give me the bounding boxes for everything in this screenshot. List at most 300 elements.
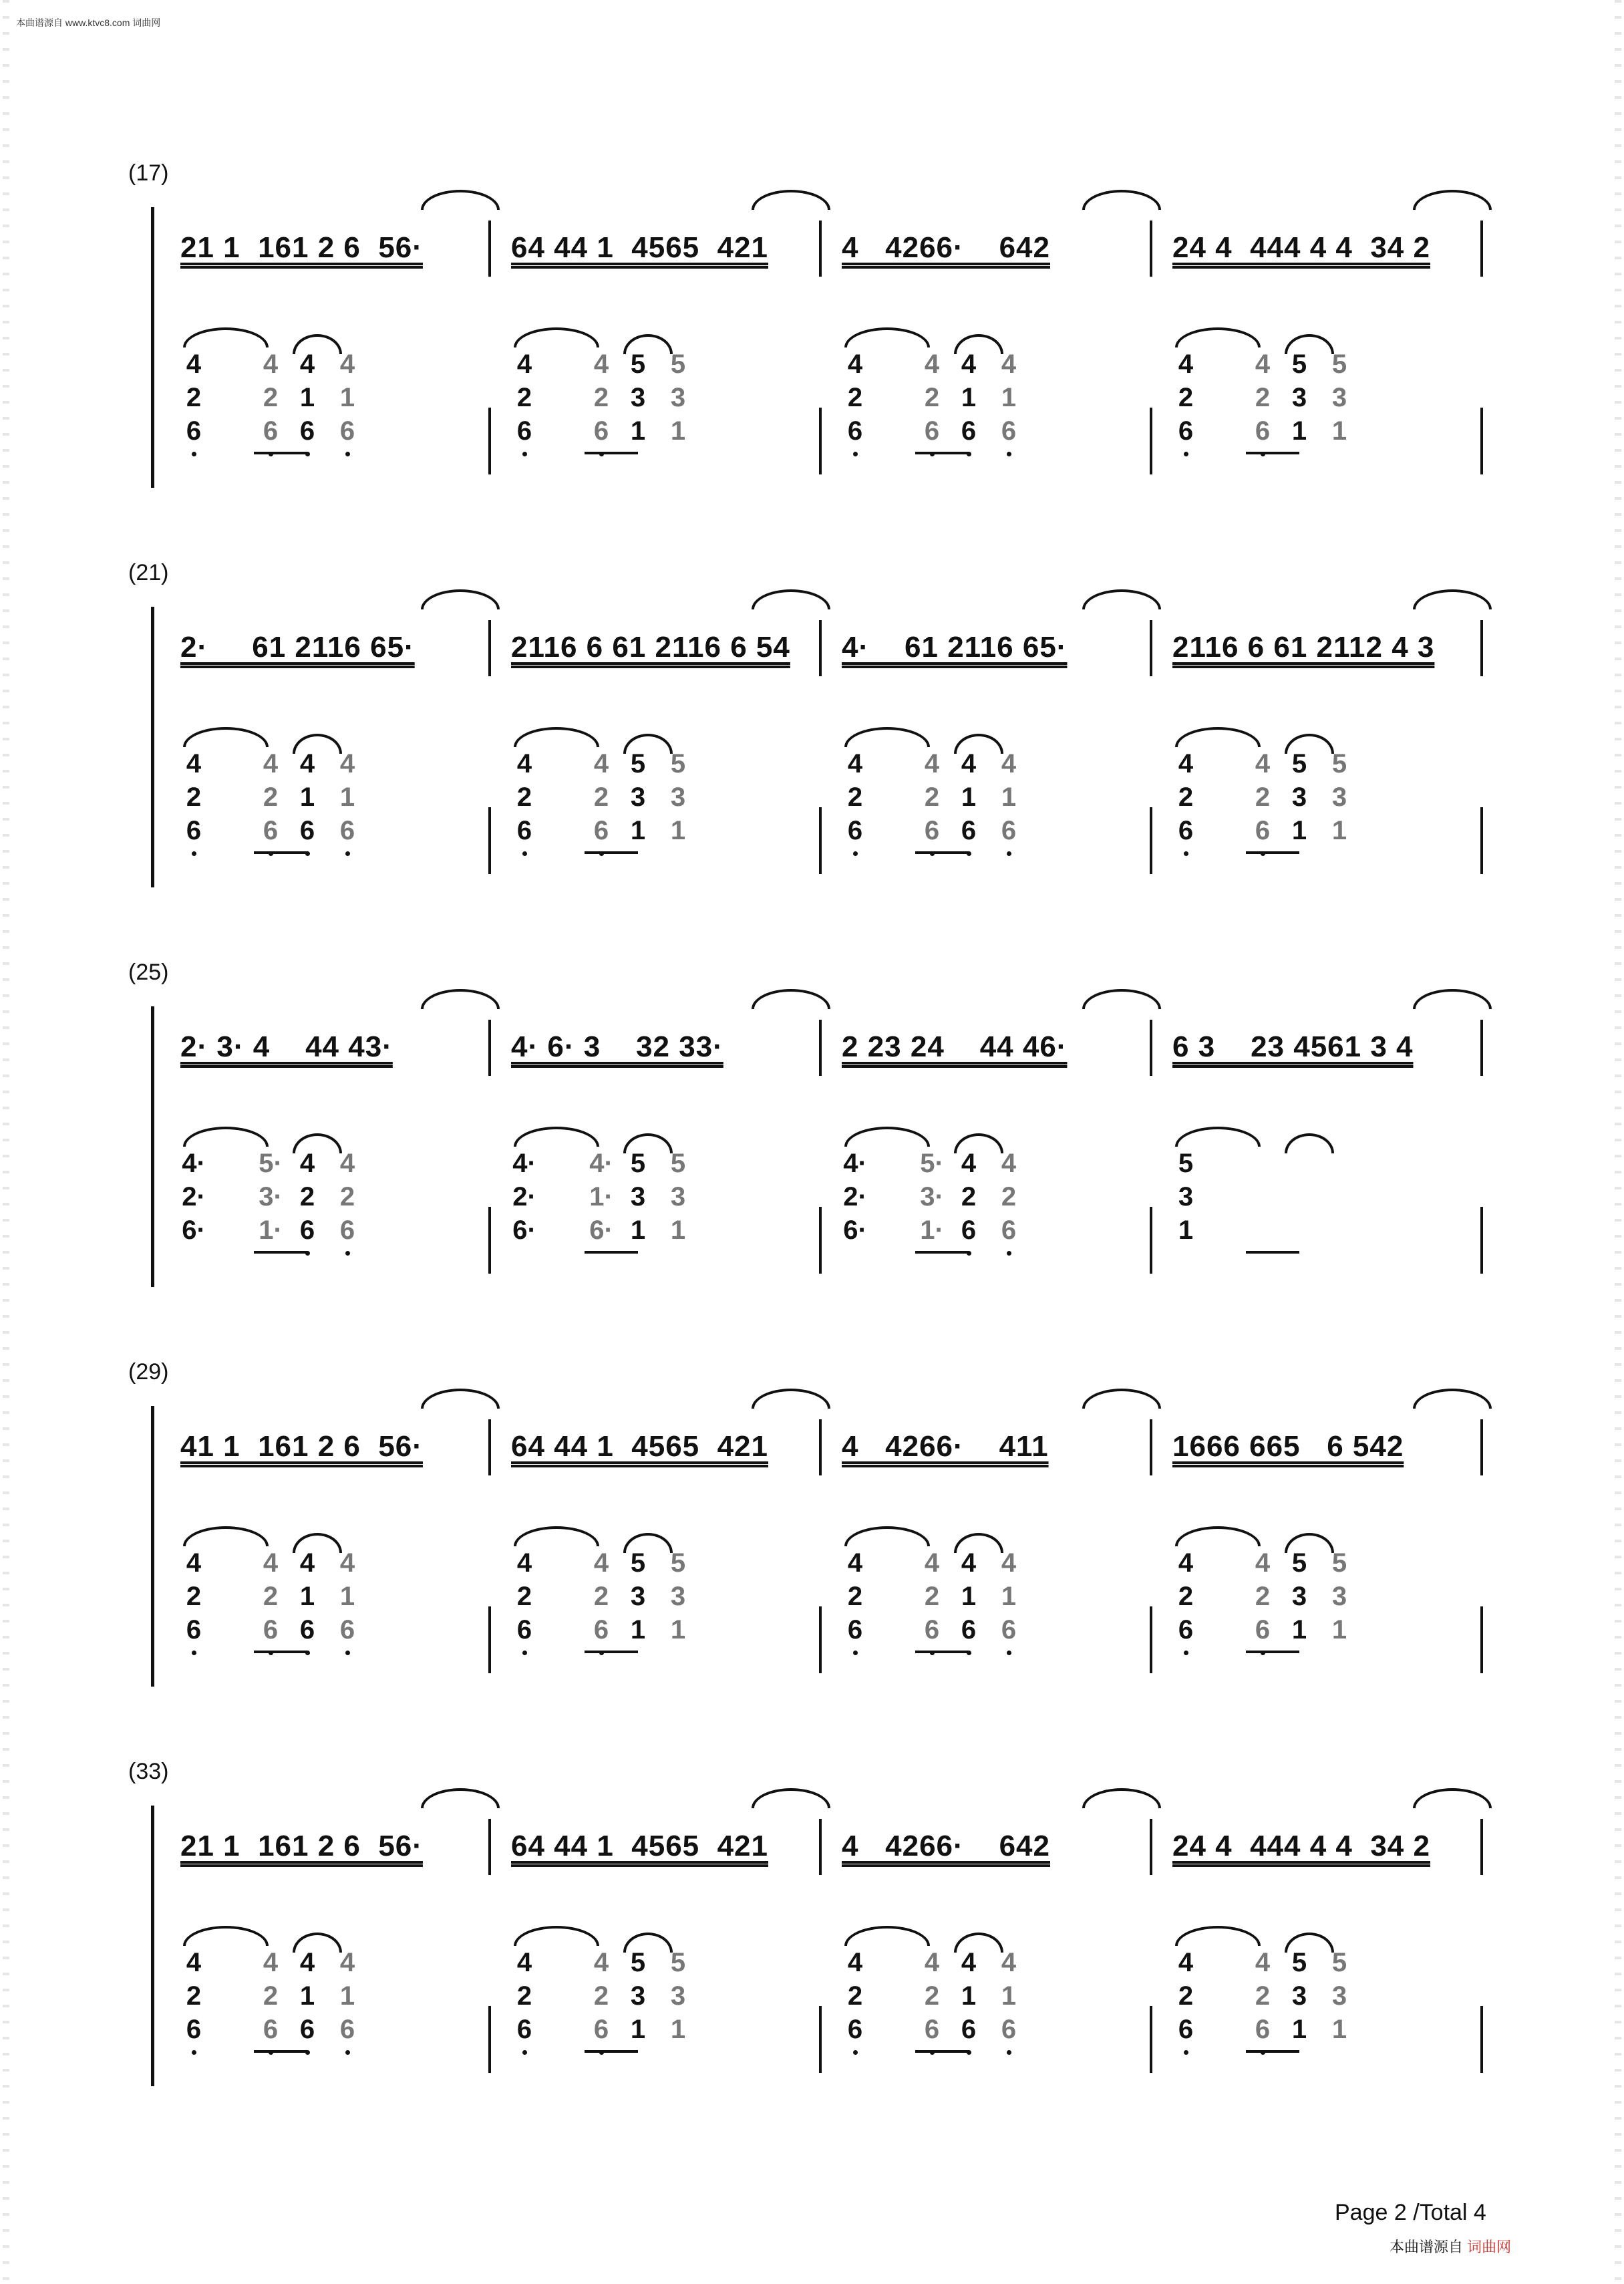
right-margin-watermark: [1615, 0, 1621, 2284]
chord-note: 6: [263, 2015, 279, 2044]
slur: [1175, 1526, 1261, 1546]
left-margin-watermark: [3, 0, 9, 2284]
chord: [1326, 347, 1353, 448]
chord-note: 3: [670, 383, 686, 412]
chord-note: 1: [961, 1981, 977, 2011]
chord-note: 4: [924, 749, 940, 778]
system-barline: [151, 1406, 154, 1687]
underline: [585, 452, 638, 454]
underline: [1246, 1651, 1299, 1653]
chord-note: 2: [593, 1981, 609, 2011]
octave-dot: [345, 2050, 350, 2055]
barline: [819, 408, 822, 474]
chord-note: 3·: [920, 1182, 944, 1211]
barline: [819, 1020, 822, 1076]
chord-note: 2: [593, 1582, 609, 1611]
barline: [819, 1819, 822, 1875]
chord: [842, 1946, 868, 2046]
chord-note: 4: [593, 1548, 609, 1578]
octave-dot: [192, 2050, 196, 2055]
chord: [665, 1546, 691, 1647]
chord-note: 1: [299, 1981, 315, 2011]
left-hand-staff: [167, 321, 1490, 481]
chord-note: 6: [961, 1615, 977, 1645]
left-hand-staff: [167, 1919, 1490, 2080]
barline: [819, 221, 822, 277]
chord: [294, 747, 321, 847]
underline: [585, 2050, 638, 2053]
barline: [1150, 408, 1152, 474]
melody-measure: 2· 3· 4 44 43·: [180, 1030, 393, 1063]
chord-note: 1: [630, 1615, 646, 1645]
chord: [334, 1946, 361, 2046]
chord-note: 2: [516, 383, 532, 412]
chord-note: 6: [1001, 416, 1017, 446]
chord: [995, 347, 1022, 448]
chord-note: 1: [630, 816, 646, 845]
chord: [257, 1147, 284, 1247]
system-barline: [151, 1006, 154, 1287]
chord: [919, 1946, 945, 2046]
chord: [294, 1546, 321, 1647]
page-number: Page 2 /Total 4: [1335, 2200, 1486, 2225]
chord-note: 6: [1001, 816, 1017, 845]
chord: [1326, 1946, 1353, 2046]
underline: [915, 2050, 969, 2053]
chord-note: 5: [1178, 1149, 1194, 1178]
chord-note: 6: [299, 2015, 315, 2044]
chord: [511, 1147, 538, 1247]
chord-note: 1: [961, 782, 977, 812]
chord-note: 4: [186, 1548, 202, 1578]
barline: [1480, 2006, 1483, 2073]
underline: [1246, 1251, 1299, 1254]
chord-note: 3: [670, 1182, 686, 1211]
chord-note: 2: [263, 782, 279, 812]
chord: [919, 747, 945, 847]
chord: [1249, 747, 1276, 847]
chord-note: 6: [593, 2015, 609, 2044]
chord-note: 2: [847, 383, 863, 412]
chord-note: 6: [516, 816, 532, 845]
chord-note: 4: [1001, 1548, 1017, 1578]
chord-note: 1: [1331, 416, 1347, 446]
chord-note: 6: [961, 2015, 977, 2044]
chord-note: 1: [670, 1615, 686, 1645]
chord-note: 1: [630, 1216, 646, 1245]
chord-note: 1: [1178, 1216, 1194, 1245]
melody-measure: 4 4266· 411: [842, 1430, 1049, 1463]
chord-note: 1: [339, 782, 355, 812]
chord: [257, 1946, 284, 2046]
chord-note: 2: [924, 782, 940, 812]
chord-note: 6: [339, 816, 355, 845]
chord-note: 4: [299, 349, 315, 379]
octave-dot: [1184, 452, 1188, 456]
right-hand-staff: [167, 593, 1490, 680]
barline: [1150, 1606, 1152, 1673]
chord: [955, 1147, 982, 1247]
chord-note: 4: [1178, 349, 1194, 379]
melody-measure: 4 4266· 642: [842, 231, 1050, 264]
chord: [842, 747, 868, 847]
chord-note: 4: [263, 1548, 279, 1578]
chord-note: 1: [630, 416, 646, 446]
chord-note: 2: [924, 1582, 940, 1611]
slur: [752, 589, 830, 609]
chord-note: 3: [1291, 383, 1307, 412]
chord: [625, 1946, 651, 2046]
chord-note: 2·: [512, 1182, 536, 1211]
chord-note: 2: [1178, 1981, 1194, 2011]
slur: [844, 727, 930, 747]
chord-note: 6: [961, 816, 977, 845]
chord-note: 1: [1331, 2015, 1347, 2044]
chord-note: 6: [924, 416, 940, 446]
barline: [1150, 1819, 1152, 1875]
chord-note: 4: [961, 1149, 977, 1178]
system-number: (21): [128, 560, 169, 585]
slur: [954, 1133, 1003, 1153]
chord-note: 6: [186, 2015, 202, 2044]
chord: [334, 347, 361, 448]
chord-note: 5: [1291, 749, 1307, 778]
chord-note: 6: [847, 2015, 863, 2044]
chord-note: 4: [961, 749, 977, 778]
score-system: [127, 560, 1496, 881]
chord: [995, 747, 1022, 847]
chord-note: 5: [1331, 749, 1347, 778]
slur: [514, 1526, 599, 1546]
chord-note: 4·: [589, 1149, 613, 1178]
chord-note: 2: [1178, 383, 1194, 412]
slur: [421, 989, 500, 1009]
chord-note: 5: [1291, 349, 1307, 379]
chord: [257, 1546, 284, 1647]
barline: [1150, 1419, 1152, 1475]
barline: [819, 2006, 822, 2073]
melody-measure: 21 1 161 2 6 56·: [180, 1830, 423, 1862]
chord: [1249, 1946, 1276, 2046]
chord-note: 4: [961, 349, 977, 379]
chord-note: 5: [670, 349, 686, 379]
slur: [183, 327, 269, 347]
slur: [1285, 334, 1334, 354]
chord-note: 2: [263, 383, 279, 412]
chord-note: 2: [263, 1981, 279, 2011]
chord: [180, 1546, 207, 1647]
chord-note: 2: [847, 782, 863, 812]
slur: [954, 1533, 1003, 1553]
chord: [625, 1147, 651, 1247]
barline: [819, 807, 822, 874]
right-hand-staff: [167, 194, 1490, 281]
chord-note: 6: [263, 1615, 279, 1645]
barline: [488, 1020, 491, 1076]
slur: [1285, 1533, 1334, 1553]
octave-dot: [192, 851, 196, 856]
barline: [488, 408, 491, 474]
chord-note: 6: [516, 416, 532, 446]
chord-note: 4: [339, 1948, 355, 1977]
chord-note: 5: [630, 749, 646, 778]
chord-note: 5: [630, 349, 646, 379]
barline: [1480, 1207, 1483, 1274]
chord-note: 1: [339, 383, 355, 412]
slur: [623, 1533, 673, 1553]
chord-note: 3: [630, 383, 646, 412]
chord: [842, 347, 868, 448]
chord-note: 3: [1291, 1582, 1307, 1611]
chord-note: 1: [1001, 1582, 1017, 1611]
chord-note: 6: [516, 2015, 532, 2044]
chord: [842, 1147, 868, 1247]
chord-note: 1: [1331, 1615, 1347, 1645]
octave-dot: [345, 851, 350, 856]
chord-note: 5: [1331, 349, 1347, 379]
chord-note: 4: [516, 349, 532, 379]
left-hand-staff: [167, 720, 1490, 881]
melody-measure: 4· 6· 3 32 33·: [511, 1030, 723, 1063]
chord: [1286, 1546, 1313, 1647]
slur: [1285, 1133, 1334, 1153]
chord-note: 3: [670, 1582, 686, 1611]
octave-dot: [853, 1651, 858, 1655]
header-watermark: 本曲谱源自 www.ktvc8.com 词曲网: [16, 17, 161, 28]
slur: [1413, 1389, 1492, 1409]
chord-note: 6: [961, 416, 977, 446]
chord-note: 4: [847, 1948, 863, 1977]
melody-measure: 2116 6 61 2112 4 3: [1172, 631, 1435, 664]
underline: [254, 851, 307, 854]
chord: [257, 747, 284, 847]
chord-note: 1: [1001, 1981, 1017, 2011]
octave-dot: [522, 851, 527, 856]
barline: [488, 620, 491, 676]
chord-note: 4: [1178, 1548, 1194, 1578]
chord-note: 5: [670, 1548, 686, 1578]
chord: [180, 347, 207, 448]
chord: [955, 347, 982, 448]
melody-measure: 6 3 23 4561 3 4: [1172, 1030, 1414, 1063]
chord-note: 1: [670, 2015, 686, 2044]
chord: [180, 747, 207, 847]
chord: [1249, 1546, 1276, 1647]
system-number: (17): [128, 160, 169, 186]
barline: [819, 1606, 822, 1673]
slur: [954, 334, 1003, 354]
chord: [334, 1147, 361, 1247]
chord-note: 4: [1255, 349, 1271, 379]
chord: [588, 1147, 615, 1247]
chord-note: 4: [1001, 749, 1017, 778]
left-hand-staff: [167, 1520, 1490, 1680]
barline: [1150, 1020, 1152, 1076]
barline: [1480, 1419, 1483, 1475]
chord-note: 2: [263, 1582, 279, 1611]
chord-note: 1: [1291, 1615, 1307, 1645]
chord: [294, 1946, 321, 2046]
chord-note: 1: [630, 2015, 646, 2044]
melody-measure: 2· 61 2116 65·: [180, 631, 415, 664]
chord-note: 3: [630, 782, 646, 812]
octave-dot: [522, 452, 527, 456]
underline: [254, 2050, 307, 2053]
chord-note: 5·: [259, 1149, 283, 1178]
chord: [588, 1946, 615, 2046]
chord: [919, 347, 945, 448]
slur: [844, 327, 930, 347]
barline: [819, 620, 822, 676]
chord-note: 6: [1255, 416, 1271, 446]
chord-note: 6: [593, 1615, 609, 1645]
slur: [293, 1533, 342, 1553]
chord: [625, 347, 651, 448]
chord-note: 5: [670, 749, 686, 778]
melody-measure: 64 44 1 4565 421: [511, 1830, 768, 1862]
octave-dot: [1184, 2050, 1188, 2055]
melody-measure: 64 44 1 4565 421: [511, 1430, 768, 1463]
chord-note: 3: [1331, 782, 1347, 812]
chord: [665, 1147, 691, 1247]
chord-note: 6: [516, 1615, 532, 1645]
chord: [995, 1546, 1022, 1647]
chord-note: 6·: [512, 1216, 536, 1245]
chord-note: 5: [630, 1149, 646, 1178]
chord: [1286, 747, 1313, 847]
system-number: (29): [128, 1359, 169, 1385]
chord-note: 6: [847, 1615, 863, 1645]
slur: [1175, 327, 1261, 347]
chord: [1326, 747, 1353, 847]
chord-note: 6·: [589, 1216, 613, 1245]
chord-note: 2: [1255, 1981, 1271, 2011]
chord-note: 2: [1255, 383, 1271, 412]
barline: [1480, 620, 1483, 676]
slur: [293, 1933, 342, 1953]
chord-note: 1: [961, 383, 977, 412]
chord-note: 1·: [589, 1182, 613, 1211]
chord-note: 1·: [259, 1216, 283, 1245]
chord-note: 4: [299, 1948, 315, 1977]
chord-note: 4: [339, 749, 355, 778]
chord-note: 1: [1291, 416, 1307, 446]
barline: [819, 1207, 822, 1274]
chord: [1286, 347, 1313, 448]
chord-note: 1: [299, 1582, 315, 1611]
chord-note: 2: [924, 1981, 940, 2011]
slur: [1175, 727, 1261, 747]
slur: [514, 1127, 599, 1147]
chord-note: 1: [1291, 2015, 1307, 2044]
chord-note: 3·: [259, 1182, 283, 1211]
chord-note: 2: [1255, 1582, 1271, 1611]
slur: [1082, 1788, 1161, 1808]
chord-note: 1: [670, 1216, 686, 1245]
melody-measure: 41 1 161 2 6 56·: [180, 1430, 423, 1463]
chord-note: 6: [299, 816, 315, 845]
underline: [1246, 452, 1299, 454]
chord-note: 6: [1001, 2015, 1017, 2044]
slur: [1285, 734, 1334, 754]
chord-note: 6: [339, 2015, 355, 2044]
octave-dot: [345, 452, 350, 456]
chord-note: 6: [1178, 416, 1194, 446]
chord-note: 2: [186, 383, 202, 412]
chord-note: 3: [1331, 1981, 1347, 2011]
slur: [514, 1926, 599, 1946]
chord-note: 4: [847, 349, 863, 379]
chord-note: 4: [263, 1948, 279, 1977]
underline: [1246, 2050, 1299, 2053]
barline: [488, 1606, 491, 1673]
right-hand-staff: [167, 1393, 1490, 1479]
chord-note: 4: [847, 749, 863, 778]
chord-note: 5: [1331, 1548, 1347, 1578]
chord-note: 4: [924, 1548, 940, 1578]
underline: [254, 1251, 307, 1254]
barline: [1150, 2006, 1152, 2073]
octave-dot: [1007, 851, 1011, 856]
slur: [421, 589, 500, 609]
barline: [488, 1419, 491, 1475]
slur: [752, 989, 830, 1009]
octave-dot: [522, 2050, 527, 2055]
slur: [1175, 1127, 1261, 1147]
chord-note: 6: [339, 1615, 355, 1645]
slur: [1413, 190, 1492, 210]
barline: [488, 2006, 491, 2073]
chord-note: 5: [1331, 1948, 1347, 1977]
chord: [919, 1546, 945, 1647]
right-hand-staff: [167, 1792, 1490, 1879]
chord-note: 5: [670, 1948, 686, 1977]
chord: [257, 347, 284, 448]
barline: [1480, 408, 1483, 474]
chord-note: 2: [961, 1182, 977, 1211]
chord: [842, 1546, 868, 1647]
chord-note: 4: [339, 1149, 355, 1178]
score-system: [127, 160, 1496, 481]
chord: [665, 747, 691, 847]
chord: [955, 1546, 982, 1647]
chord: [511, 1946, 538, 2046]
chord-note: 4: [339, 349, 355, 379]
chord: [1172, 1546, 1199, 1647]
chord-note: 1: [670, 416, 686, 446]
chord-note: 6: [339, 416, 355, 446]
slur: [183, 1926, 269, 1946]
chord-note: 1: [299, 383, 315, 412]
barline: [1480, 1606, 1483, 1673]
chord-note: 4: [1001, 1149, 1017, 1178]
chord-note: 4: [263, 749, 279, 778]
chord-note: 2: [1255, 782, 1271, 812]
chord-note: 5: [670, 1149, 686, 1178]
chord-note: 4: [263, 349, 279, 379]
chord-note: 2·: [843, 1182, 867, 1211]
chord-note: 4: [1255, 1948, 1271, 1977]
right-hand-staff: [167, 993, 1490, 1080]
left-hand-staff: [167, 1120, 1490, 1280]
slur: [1413, 589, 1492, 609]
octave-dot: [853, 452, 858, 456]
chord: [1286, 1946, 1313, 2046]
melody-measure: 21 1 161 2 6 56·: [180, 231, 423, 264]
octave-dot: [192, 1651, 196, 1655]
brand-footer: [1390, 2236, 1511, 2257]
barline: [1480, 221, 1483, 277]
